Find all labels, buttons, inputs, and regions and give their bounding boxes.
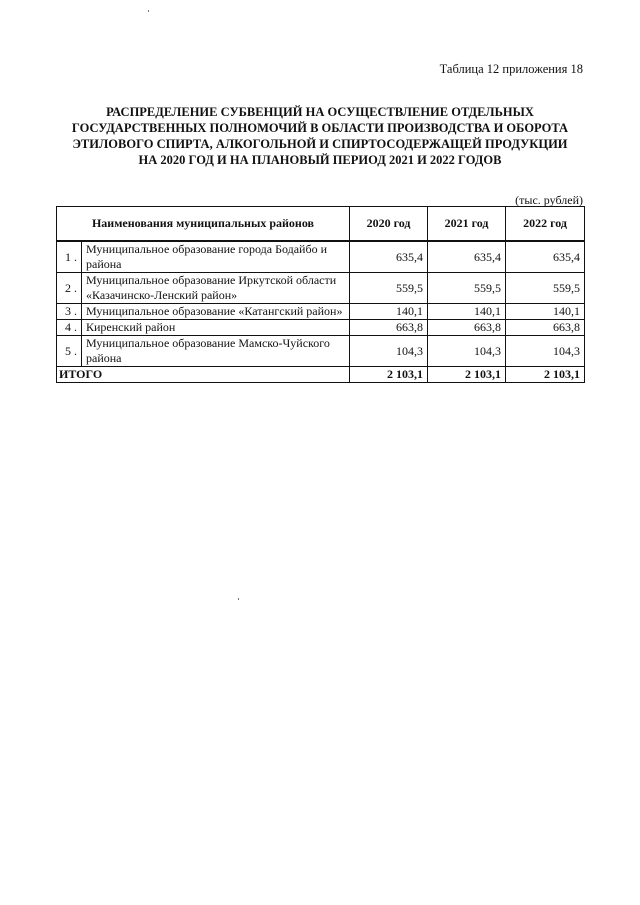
row-value-2021: 635,4 (428, 241, 506, 273)
row-name: Муниципальное образование Иркутской области «Казачинско-Ленский район» (82, 273, 350, 304)
row-value-2020: 663,8 (350, 320, 428, 336)
document-title (40, 104, 600, 168)
units-label: (тыс. рублей) (515, 193, 583, 207)
row-value-2022: 559,5 (506, 273, 585, 304)
table-reference: Таблица 12 приложения 18 (439, 62, 583, 76)
table-header-row (57, 207, 585, 242)
row-value-2020: 104,3 (350, 336, 428, 367)
row-value-2021: 140,1 (428, 304, 506, 320)
row-index: 4 . (57, 320, 82, 336)
row-value-2021: 559,5 (428, 273, 506, 304)
row-value-2022: 635,4 (506, 241, 585, 273)
row-index: 1 . (57, 241, 82, 273)
subsidy-table (56, 206, 585, 383)
header-2020: 2020 год (350, 207, 428, 242)
total-row (57, 367, 585, 383)
row-value-2021: 104,3 (428, 336, 506, 367)
scan-speck (148, 10, 149, 12)
row-index: 5 . (57, 336, 82, 367)
total-value-2020: 2 103,1 (350, 367, 428, 383)
row-name: Муниципальное образование «Катангский район» (82, 304, 350, 320)
header-2021: 2021 год (428, 207, 506, 242)
row-value-2022: 663,8 (506, 320, 585, 336)
title-line-2: ГОСУДАРСТВЕННЫХ ПОЛНОМОЧИЙ В ОБЛАСТИ ПРОИЗВОДСТВА И ОБОРОТА (71, 121, 569, 135)
table-row (57, 304, 585, 320)
title-line-1: РАСПРЕДЕЛЕНИЕ СУБВЕНЦИЙ НА ОСУЩЕСТВЛЕНИЕ ОТДЕЛЬНЫХ (106, 105, 534, 119)
table-row (57, 320, 585, 336)
row-name: Муниципальное образование Мамско-Чуйского района (82, 336, 350, 367)
row-name: Муниципальное образование города Бодайбо и района (82, 241, 350, 273)
row-value-2020: 559,5 (350, 273, 428, 304)
row-value-2022: 140,1 (506, 304, 585, 320)
row-value-2022: 104,3 (506, 336, 585, 367)
table-row (57, 241, 585, 273)
row-index: 2 . (57, 273, 82, 304)
header-2022: 2022 год (506, 207, 585, 242)
total-value-2022: 2 103,1 (506, 367, 585, 383)
header-name: Наименования муниципальных районов (57, 207, 350, 242)
title-line-4: НА 2020 ГОД И НА ПЛАНОВЫЙ ПЕРИОД 2021 И 2022 ГОДОВ (138, 153, 502, 167)
total-value-2021: 2 103,1 (428, 367, 506, 383)
row-value-2020: 635,4 (350, 241, 428, 273)
row-value-2021: 663,8 (428, 320, 506, 336)
row-value-2020: 140,1 (350, 304, 428, 320)
title-line-3: ЭТИЛОВОГО СПИРТА, АЛКОГОЛЬНОЙ И СПИРТОСОДЕРЖАЩЕЙ ПРОДУКЦИИ (72, 137, 568, 151)
total-label: ИТОГО (57, 367, 350, 383)
row-index: 3 . (57, 304, 82, 320)
table-row (57, 273, 585, 304)
scan-speck (238, 598, 239, 600)
table-row (57, 336, 585, 367)
row-name: Киренский район (82, 320, 350, 336)
